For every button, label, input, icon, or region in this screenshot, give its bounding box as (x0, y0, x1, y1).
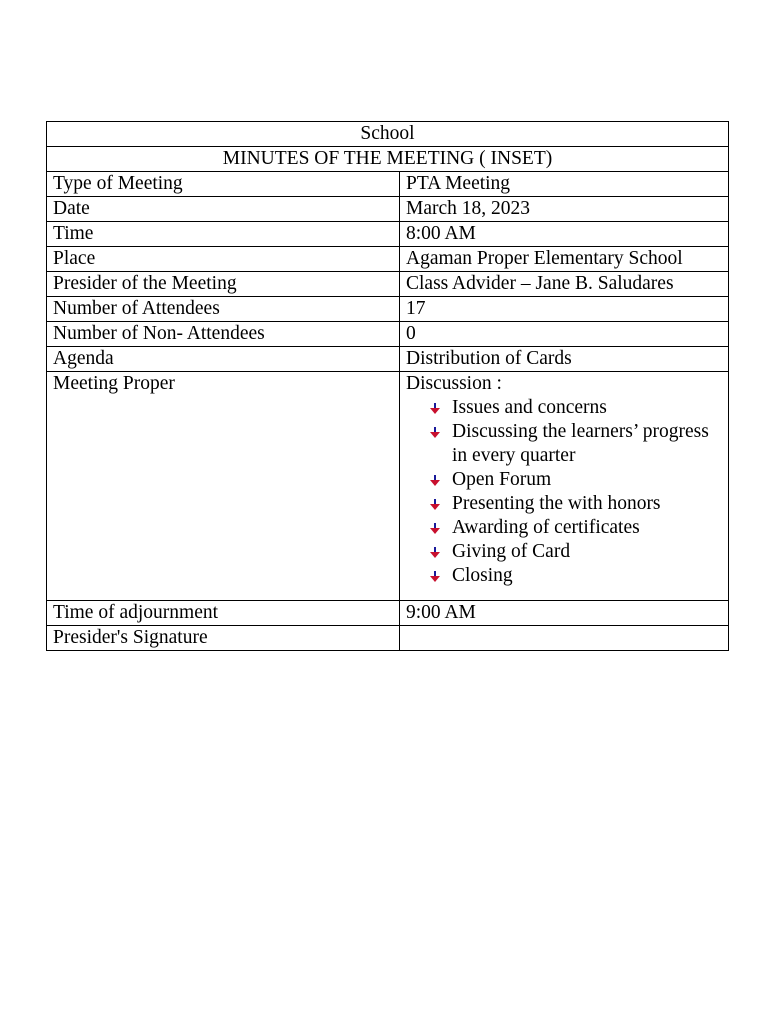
row-label-time: Time (47, 222, 400, 247)
minutes-table (46, 121, 729, 651)
row-label-attendees: Number of Attendees (47, 297, 400, 322)
list-item (426, 540, 722, 564)
row-value-time: 8:00 AM (400, 222, 729, 247)
row-label-presider: Presider of the Meeting (47, 272, 400, 297)
list-item-text: Giving of Card (452, 541, 571, 562)
row-value-adjournment: 9:00 AM (400, 601, 729, 626)
arrow-down-bullet-icon (429, 427, 441, 439)
school-heading: School (47, 122, 729, 147)
table-row (47, 601, 729, 626)
row-value-attendees: 17 (400, 297, 729, 322)
table-row (47, 322, 729, 347)
table-row (47, 172, 729, 197)
meeting-proper-label: Meeting Proper (47, 372, 400, 601)
row-value-type-of-meeting: PTA Meeting (400, 172, 729, 197)
table-row (47, 272, 729, 297)
arrow-down-bullet-icon (429, 523, 441, 535)
list-item-text: Presenting the with honors (452, 493, 661, 514)
meeting-proper-row (47, 372, 729, 601)
signature-field (400, 626, 729, 651)
list-item (426, 516, 722, 540)
minutes-document (46, 121, 728, 651)
arrow-down-bullet-icon (429, 403, 441, 415)
list-item (426, 564, 722, 588)
header-school-row (47, 122, 729, 147)
list-item (426, 420, 722, 468)
list-item-text: Closing (452, 565, 513, 586)
row-label-non-attendees: Number of Non- Attendees (47, 322, 400, 347)
row-value-date: March 18, 2023 (400, 197, 729, 222)
table-row (47, 222, 729, 247)
table-row (47, 247, 729, 272)
table-row (47, 347, 729, 372)
row-value-place: Agaman Proper Elementary School (400, 247, 729, 272)
list-item-text: Open Forum (452, 469, 552, 490)
list-item (426, 468, 722, 492)
list-item-text: Issues and concerns (452, 397, 607, 418)
arrow-down-bullet-icon (429, 571, 441, 583)
list-item-text: Discussing the learners’ progress in every quarter (452, 421, 709, 466)
row-label-date: Date (47, 197, 400, 222)
row-value-agenda: Distribution of Cards (400, 347, 729, 372)
row-value-non-attendees: 0 (400, 322, 729, 347)
document-title: MINUTES OF THE MEETING ( INSET) (47, 147, 729, 172)
header-title-row (47, 147, 729, 172)
discussion-heading: Discussion : (406, 373, 502, 394)
table-row (47, 626, 729, 651)
list-item (426, 492, 722, 516)
arrow-down-bullet-icon (429, 499, 441, 511)
discussion-list (406, 396, 722, 588)
table-row (47, 297, 729, 322)
list-item (426, 396, 722, 420)
row-value-presider: Class Advider – Jane B. Saludares (400, 272, 729, 297)
arrow-down-bullet-icon (429, 475, 441, 487)
row-label-agenda: Agenda (47, 347, 400, 372)
meeting-proper-content (400, 372, 729, 601)
row-label-place: Place (47, 247, 400, 272)
arrow-down-bullet-icon (429, 547, 441, 559)
row-label-adjournment: Time of adjournment (47, 601, 400, 626)
list-item-text: Awarding of certificates (452, 517, 640, 538)
table-row (47, 197, 729, 222)
row-label-type-of-meeting: Type of Meeting (47, 172, 400, 197)
row-label-signature: Presider's Signature (47, 626, 400, 651)
